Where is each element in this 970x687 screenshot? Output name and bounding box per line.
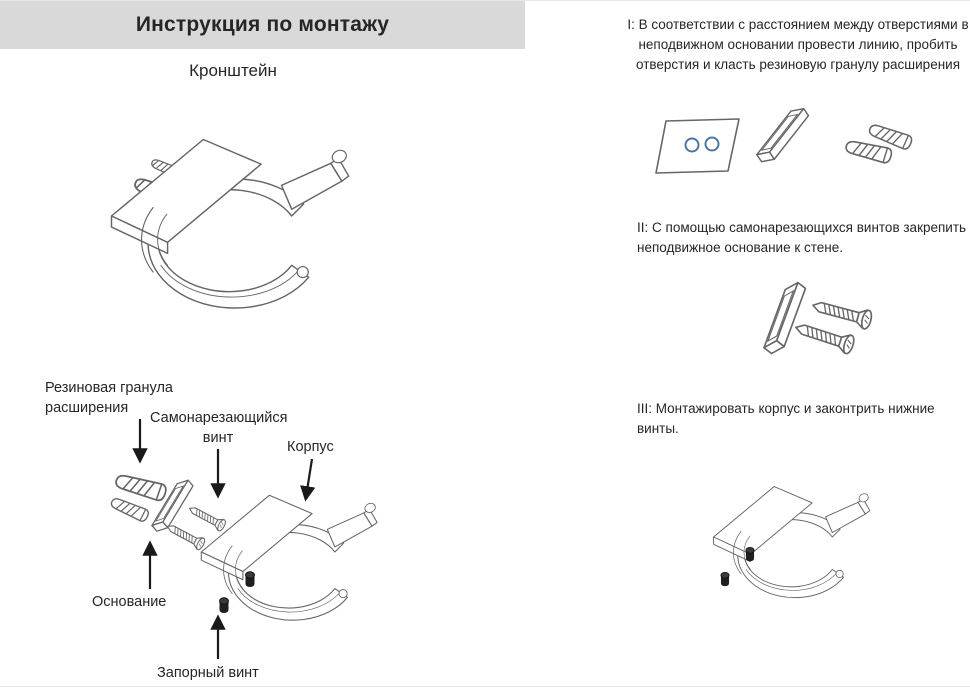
base-drawing: [749, 279, 820, 357]
step-1-diagram: [640, 101, 960, 211]
label-rubber-dowel: Резиновая гранула расширения: [45, 380, 173, 416]
bracket-body-drawing: [112, 140, 349, 309]
self-tapping-screw-drawing: [793, 318, 856, 355]
self-tapping-screw-drawing: [187, 503, 227, 532]
locking-screw-drawing: [246, 572, 255, 587]
label-base: Основание: [92, 594, 167, 610]
step-3-diagram: [680, 456, 960, 656]
step-1-text: I: В соответствии с расстоянием между отверстиями в неподвижном основании провести линию, пробить отверстия и класть резиновую гранулу расширения: [627, 17, 969, 72]
locking-screw-drawing: [721, 572, 729, 586]
step-3-text: III: Монтажировать корпус и законтрить нижние винты.: [637, 401, 935, 436]
label-body: Корпус: [287, 439, 334, 455]
label-self-tapping-screw: Самонарезающийся винт: [150, 410, 288, 446]
header-bar: [0, 1, 525, 49]
self-tapping-screw-drawing: [810, 296, 873, 330]
product-title: Кронштейн: [189, 61, 277, 80]
rubber-dowel-drawing: [114, 470, 167, 503]
page-title: Инструкция по монтажу: [135, 13, 390, 36]
arrow-body: [306, 459, 312, 497]
step-2-diagram: [740, 271, 960, 391]
locking-screw-drawing: [220, 598, 229, 613]
label-locking-screw: Запорный винт: [157, 665, 259, 681]
rubber-dowel-drawing: [110, 494, 150, 523]
bracket-body-drawing: [714, 487, 870, 598]
self-tapping-screw-drawing: [165, 521, 207, 551]
step-2-text: II: С помощью самонарезающихся винтов закрепить неподвижное основание к стене.: [637, 220, 967, 255]
assembled-bracket-drawing: [95, 101, 375, 331]
marked-wall-drawing: [656, 119, 739, 173]
base-drawing: [747, 104, 818, 165]
locking-screw-drawing: [746, 547, 754, 561]
